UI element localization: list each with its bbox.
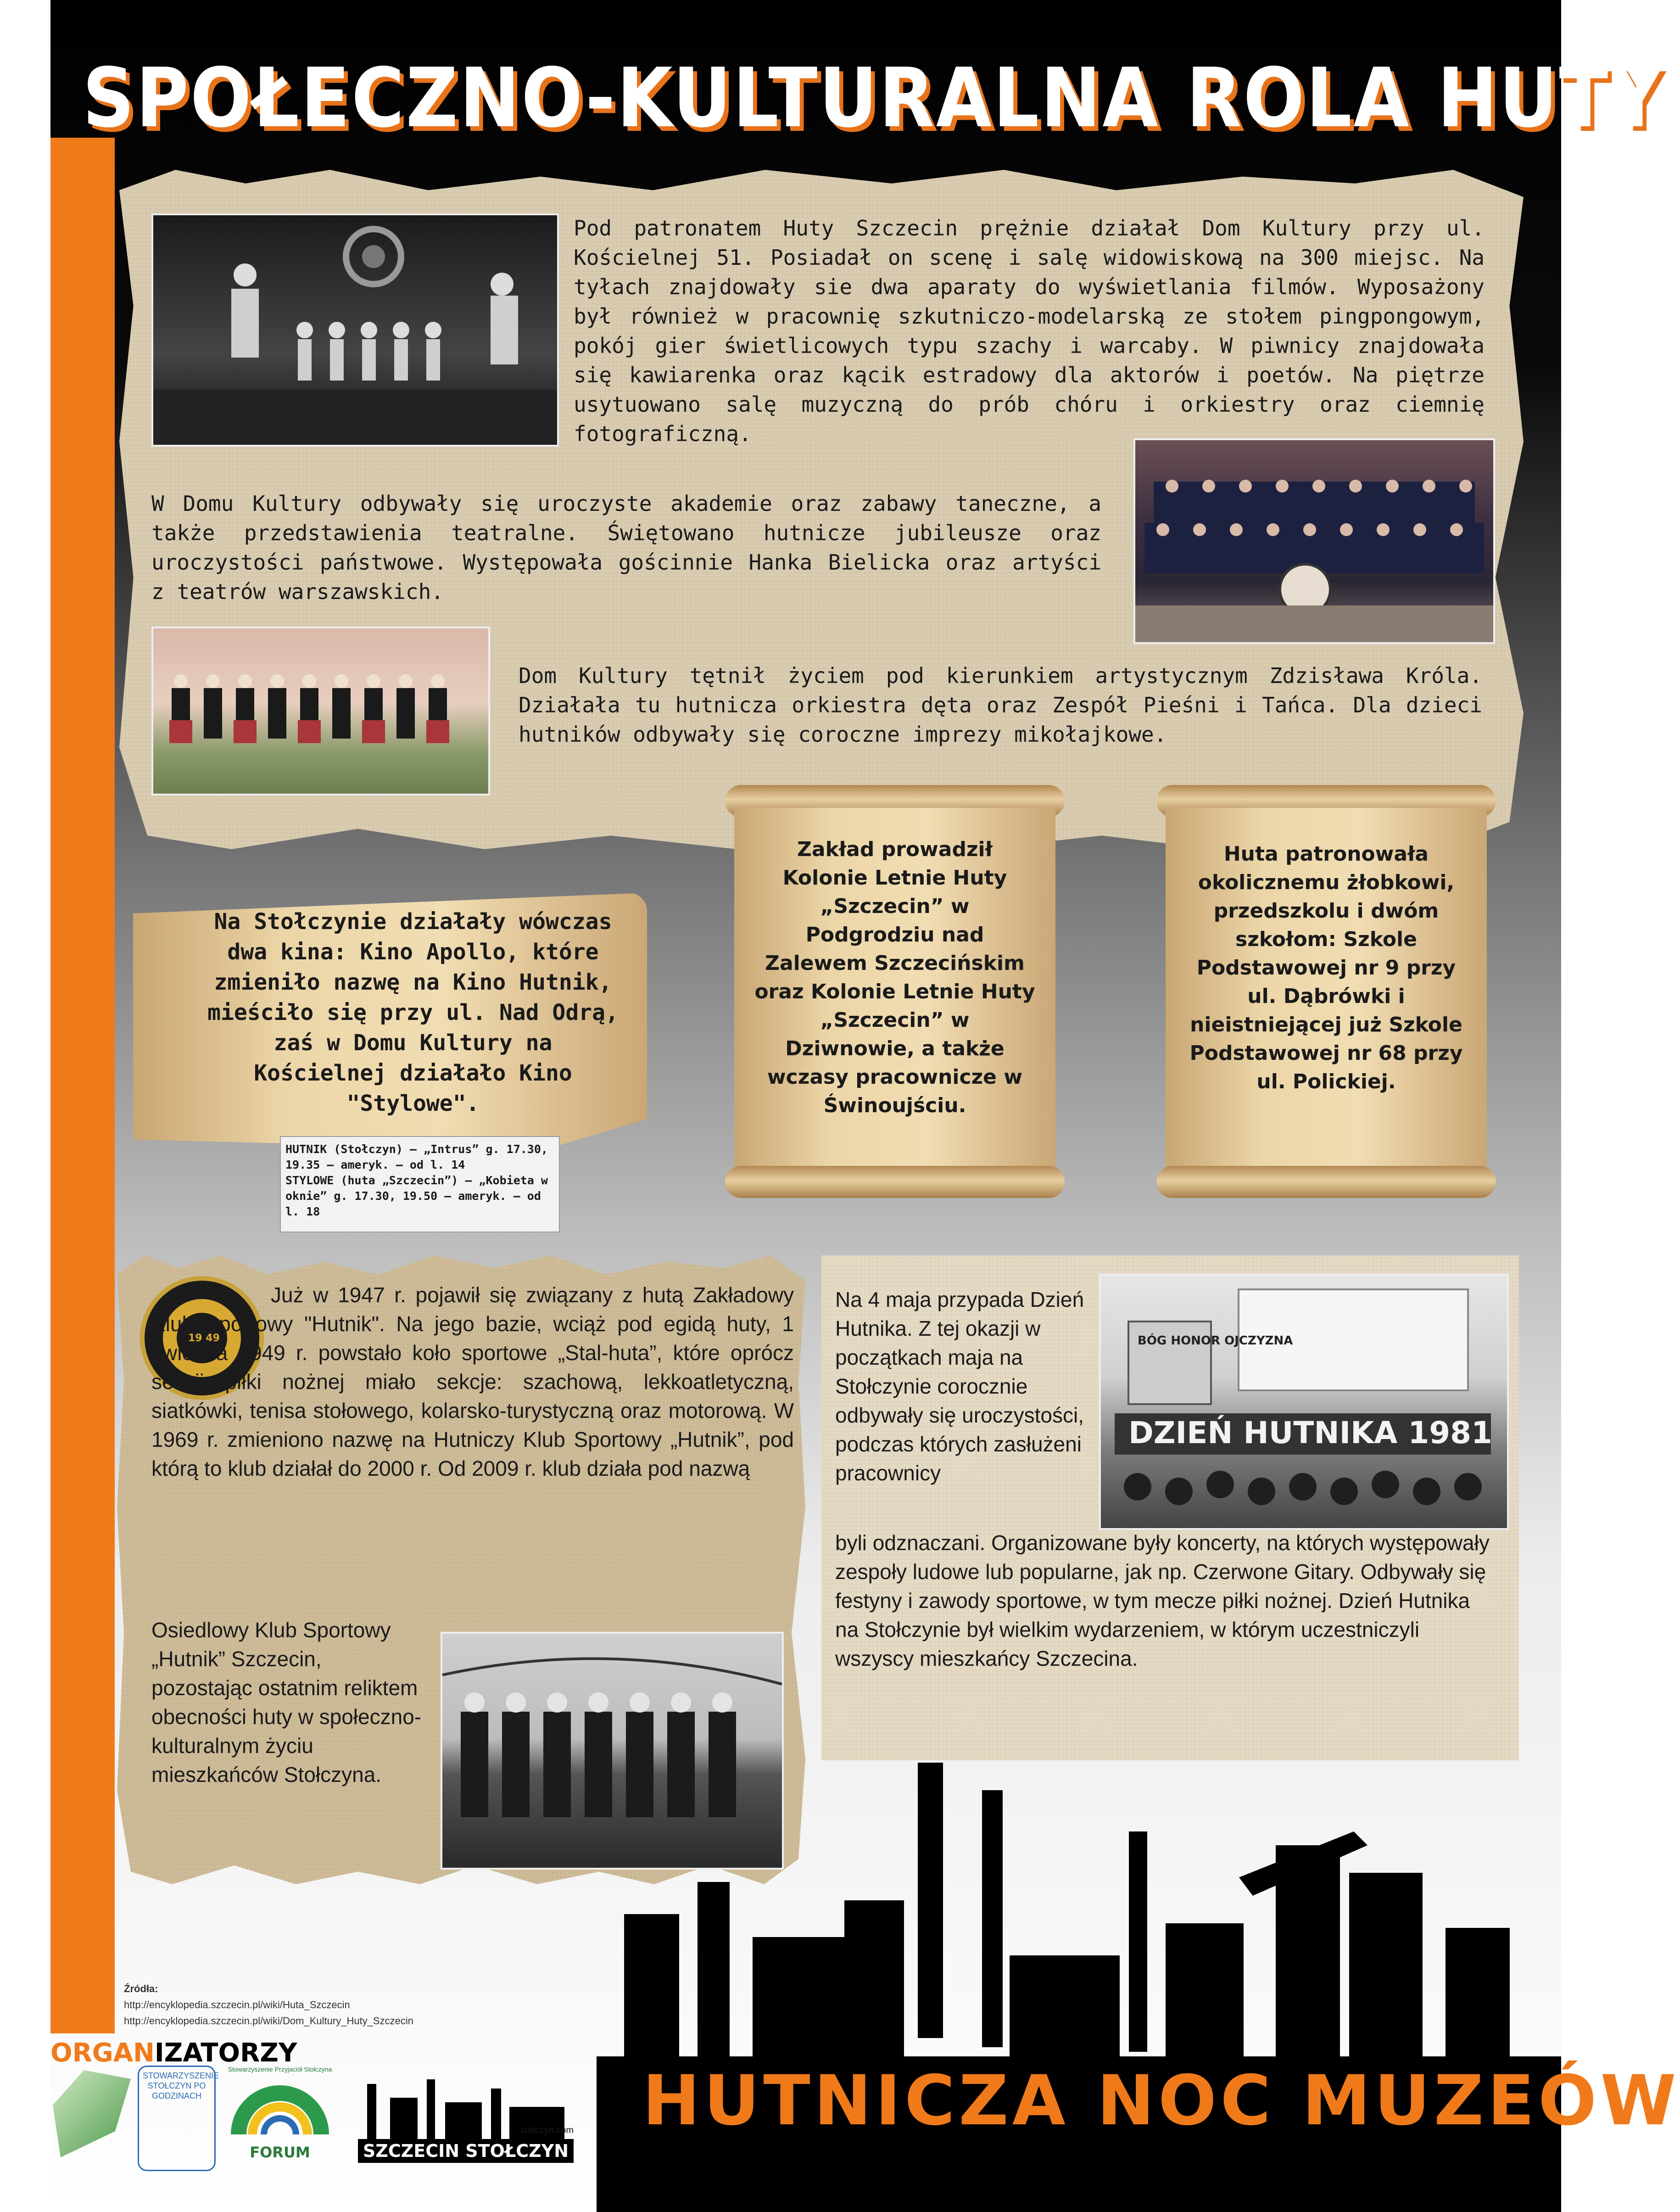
dom-kultury-text-2: W Domu Kultury odbywały się uroczyste akademie oraz zabawy taneczne, a także przedstawienia teatralne. Świętowano hutnicze jubileusze oraz uroczystości państwowe. Występowała gościnnie Hanka Bielicka oraz artyści z teatrów warszawskich. <box>151 491 1101 604</box>
clipping-line-2: STYLOWE (huta „Szczecin”) — „Kobieta w oknie” g. 17.30, 19.50 — ameryk. — od l. 18 <box>285 1174 548 1218</box>
club-text: Już w 1947 r. pojawił się związany z hutą Zakładowy Klub Sportowy "Hutnik". Na jego bazie, wciąż pod egidą huty, 1 kwietnia 1949 r. powstało koło sportowe „Stal-huta”, które oprócz sekcji piłki nożnej miało sekcje: szachową, lekkoatletyczną, siatkówki, tenisa stołowego, kolarsko-turystyczną oraz motorową. W 1969 r. zmieniono nazwę na Hutniczy Klub Sportowy „Hutnik”, pod którą to klub działał do 2000 r. Od 2009 r. klub działa pod nazwą <box>151 1283 794 1480</box>
organizer-logo-szczecin-stolczyn <box>349 2075 583 2167</box>
dzien-hutnika-photo <box>1099 1274 1509 1530</box>
folk-ensemble-photo <box>151 627 490 795</box>
colonies-text: Zakład prowadził Kolonie Letnie Huty „Szczecin” w Podgrodziu nad Zalewem Szczecińskim oraz Kolonie Letnie Huty „Szczecin” w Dziwnowie, a także wczasy pracownicze w Świnoujściu. <box>754 838 1035 1117</box>
stage-children-photo <box>151 213 559 447</box>
cinema-text: Na Stołczynie działały wówczas dwa kina: Kino Apollo, które zmieniło nazwę na Kino Hutnik, mieściło się przy ul. Nad Odrą, zaś w Domu Kultury na Kościelnej działało Kino "Stylowe". <box>207 909 619 1116</box>
club-text-end: Osiedlowy Klub Sportowy „Hutnik” Szczecin, pozostając ostatnim reliktem obecności huty w społeczno-kulturalnym życiu mieszkańców Stołczyna. <box>151 1618 422 1786</box>
organizers-label-orange: ORGAN <box>50 2038 155 2068</box>
dom-kultury-text-3: Dom Kultury tętnił życiem pod kierunkiem artystycznym Zdzisława Króla. Działała tu hutnicza orkiestra dęta oraz Zespół Pieśni i Tańca. Dla dzieci hutników odbywały się coroczne imprezy mikołajkowe. <box>519 663 1482 747</box>
day-text-bottom: byli odznaczani. Organizowane były koncerty, na których występowały zespoły ludowe lub popularne, jak np. Czerwone Gitary. Odbywały się festyny i zawody sportowe, w tym mecze piłki nożnej. Dzień Hutnika na Stołczynie był wielkim wydarzeniem, w którym uczestniczyli wszyscy mieszkańcy Szczecina. <box>835 1531 1490 1670</box>
organizer-logo-stolczyn-po-godzinach <box>138 2066 219 2171</box>
sources-label: Źródła: <box>124 1983 158 1994</box>
stage-photo-illustration <box>153 215 557 445</box>
day-text-top: Na 4 maja przypada Dzień Hutnika. Z tej okazji w początkach maja na Stołczynie corocznie odbywały się uroczystości, podczas których zasłużeni pracownicy <box>835 1288 1084 1485</box>
logo4-name: SZCZECIN STOŁCZYN <box>358 2139 574 2163</box>
organizers-label-black: IZATORZY <box>154 2038 297 2068</box>
logo2-text: STOWARZYSZENIE STOŁCZYN PO GODZINACH <box>143 2071 219 2100</box>
schools-text: Huta patronowała okolicznemu żłobkowi, przedszkolu i dwóm szkołom: Szkole Podstawowej nr 9 przy ul. Dąbrówki i nieistniejącej już Szkole Podstawowej nr 68 przy ul. Polickiej. <box>1189 842 1463 1093</box>
footer-title: HUTNICZA NOC MUZEÓW <box>642 2061 1680 2141</box>
sign-text: BÓG HONOR OJCZYZNA <box>1138 1334 1293 1348</box>
logo3-title: Stowarzyszenie Przyjaciół Stołczyna <box>228 2066 332 2073</box>
logo4-site: stolczyn.com <box>520 2125 574 2135</box>
orange-side-bar <box>50 138 115 2033</box>
clipping-line-1: HUTNIK (Stołczyn) — „Intrus” g. 17.30, 19.35 — ameryk. — od l. 14 <box>285 1142 548 1171</box>
badge-years: 19 49 <box>188 1333 220 1344</box>
organizer-logo-forum <box>225 2066 335 2176</box>
left-margin <box>0 0 50 2212</box>
orchestra-photo <box>1133 438 1495 644</box>
steelworks-silhouette <box>597 1763 1561 2212</box>
colonies-scroll-bottom <box>725 1166 1065 1198</box>
organizers-label <box>50 2038 297 2068</box>
banner-text: DZIEŃ HUTNIKA 1981 <box>1128 1415 1493 1450</box>
folk-ensemble-illustration <box>153 628 488 794</box>
poster-title: SPOŁECZNO-KULTURALNA ROLA HUTY <box>83 50 1663 146</box>
source-link-2[interactable]: http://encyklopedia.szczecin.pl/wiki/Dom_Kultury_Huty_Szczecin <box>124 2015 413 2027</box>
newspaper-clipping <box>280 1136 560 1232</box>
day-photo-illustration <box>1101 1276 1507 1528</box>
dom-kultury-text-1: Pod patronatem Huty Szczecin prężnie działał Dom Kultury przy ul. Kościelnej 51. Posiadał on scenę i salę widowiskową na 300 miejsc. Na tyłach znajdowały sie dwa aparaty do wyświetlania filmów. Wyposażony był również w pracownię szkutniczo-modelarską ze stołem pingpongowym, pokój gier świetlicowych typu szachy i warcaby. W piwnicy znajdowała się kawiarenka oraz kącik estradowy dla aktorów i poetów. Na piętrze usytuowano salę muzyczną do prób chóru i orkiestry oraz ciemnię fotograficzną. <box>574 216 1485 446</box>
source-link-1[interactable]: http://encyklopedia.szczecin.pl/wiki/Huta_Szczecin <box>124 1999 350 2010</box>
logo3-forum: FORUM <box>250 2144 310 2161</box>
orchestra-illustration <box>1135 440 1493 642</box>
schools-scroll-bottom <box>1156 1166 1496 1198</box>
